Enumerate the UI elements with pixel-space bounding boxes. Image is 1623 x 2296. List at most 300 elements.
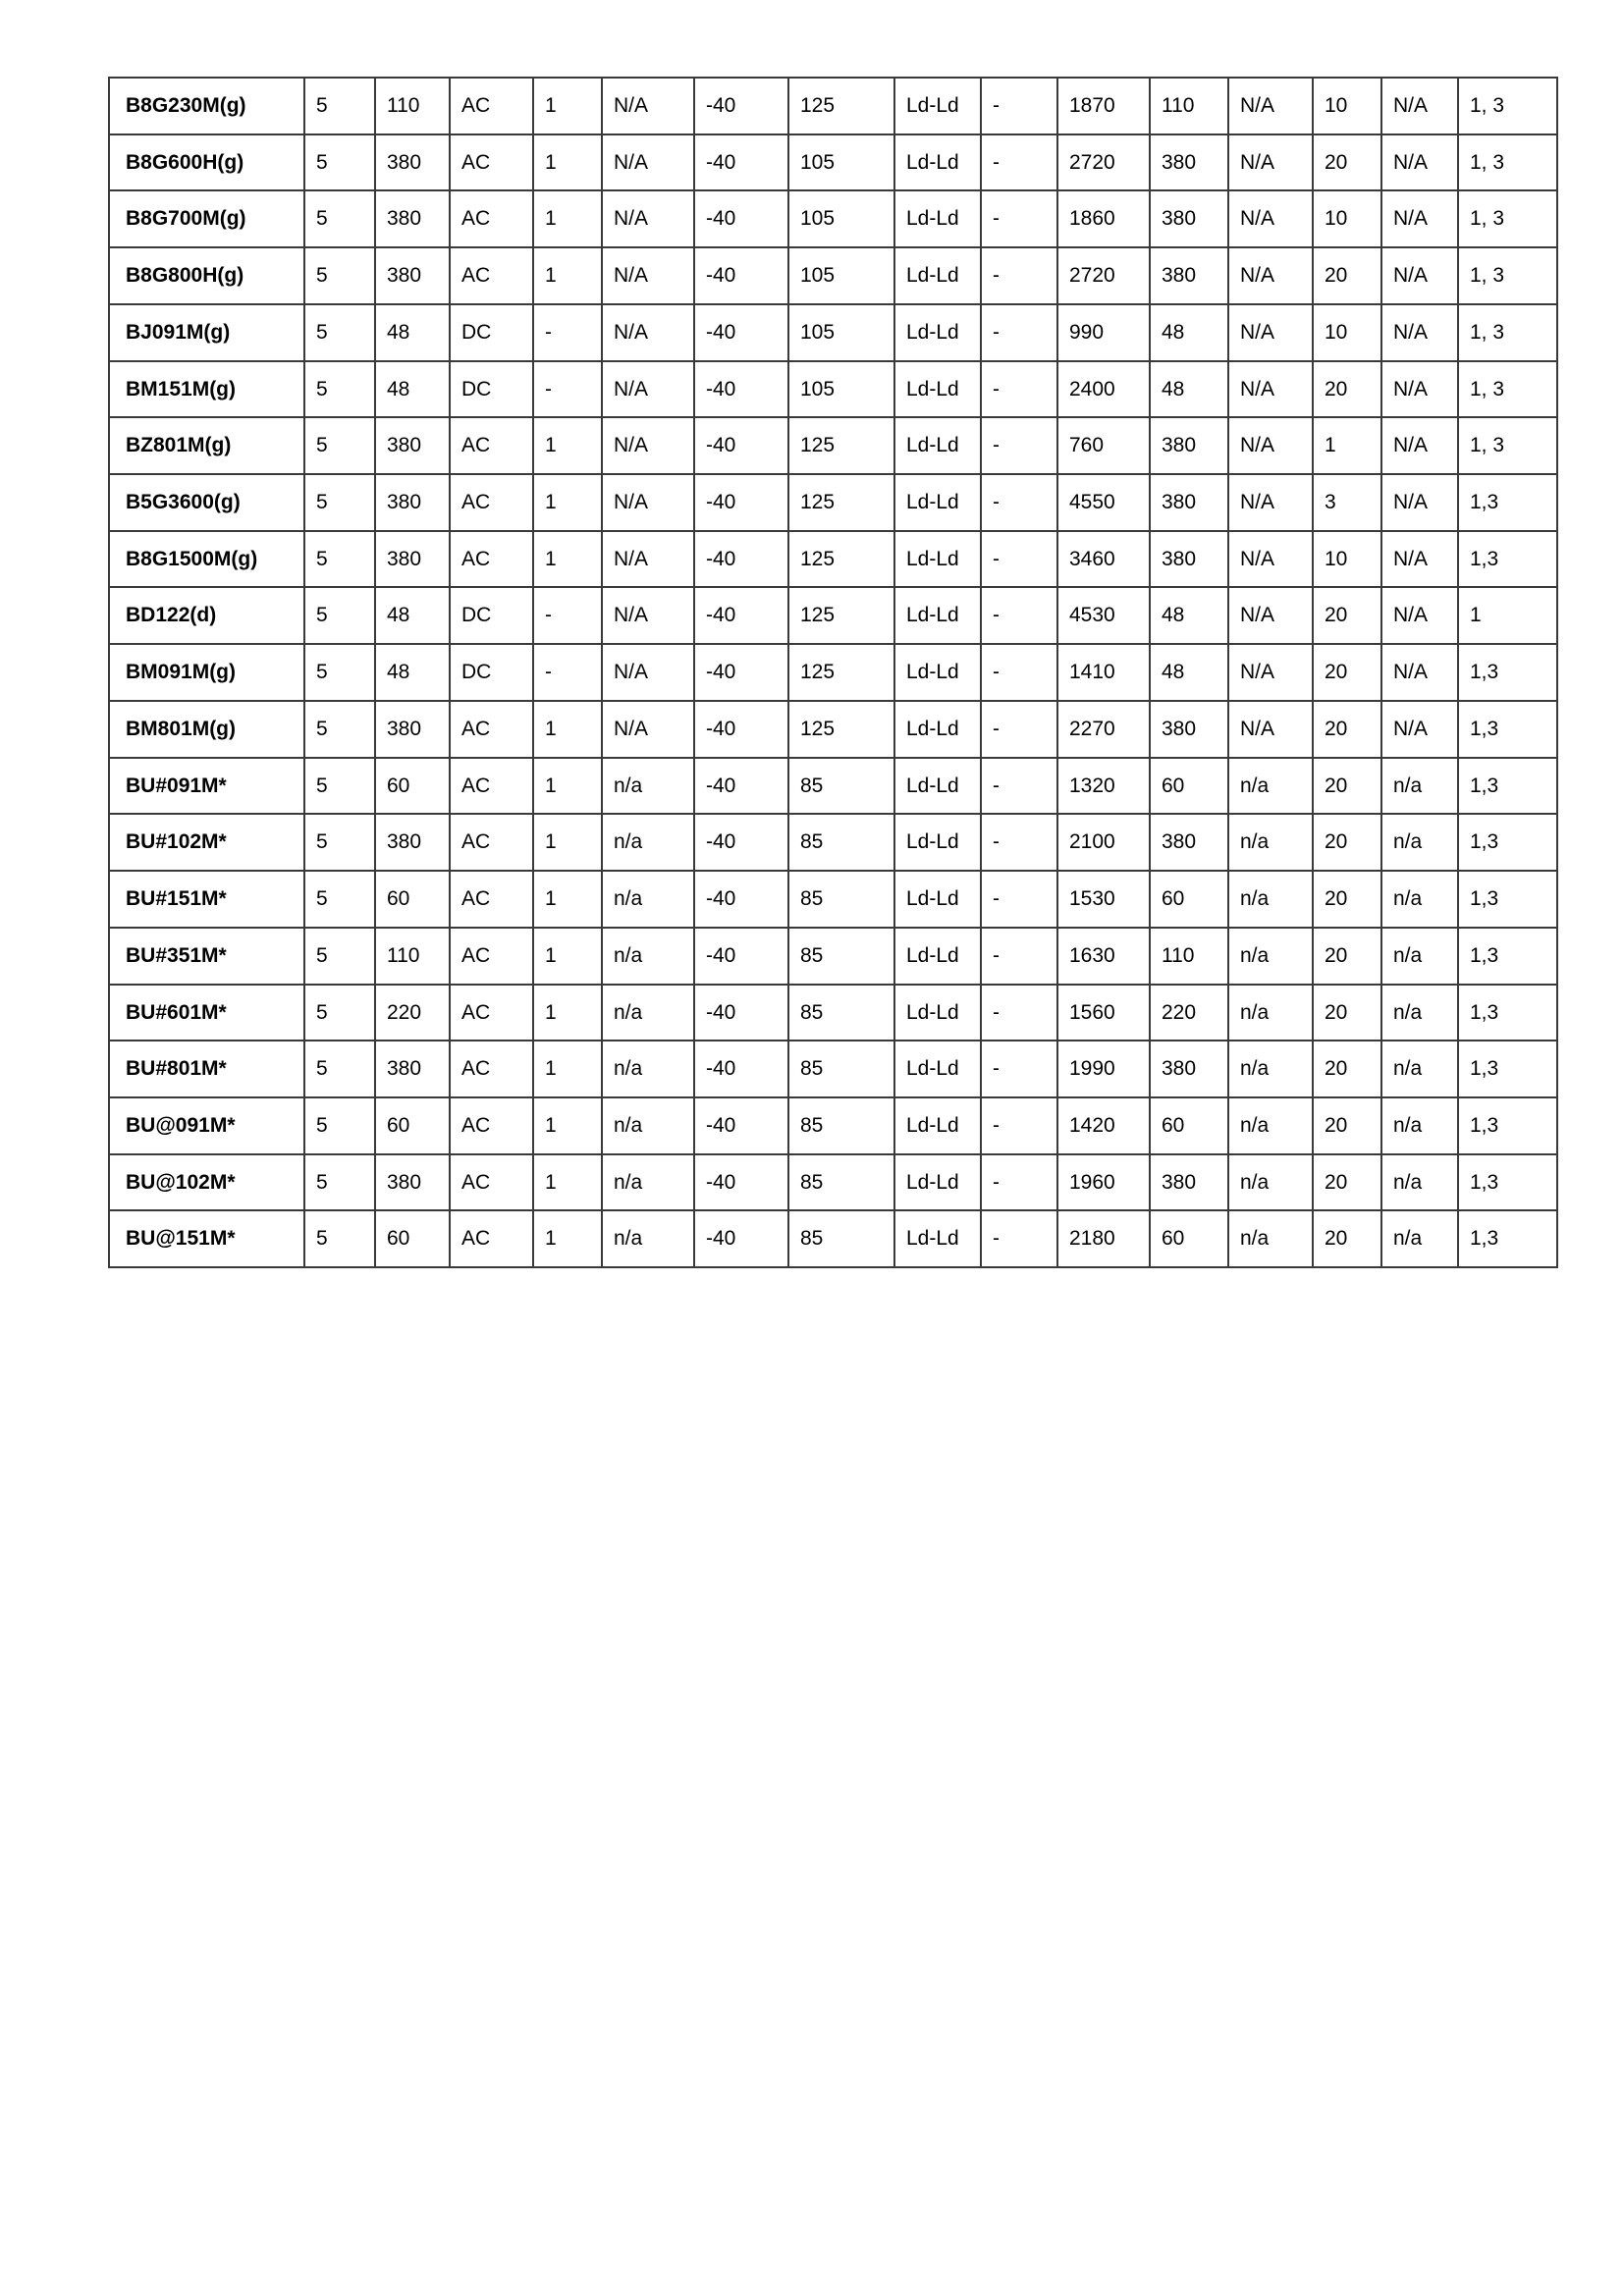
table-cell: - bbox=[533, 644, 602, 701]
table-cell: 85 bbox=[788, 1097, 894, 1154]
table-cell: -40 bbox=[694, 1097, 788, 1154]
table-cell: 48 bbox=[1150, 304, 1228, 361]
table-cell: 220 bbox=[375, 985, 450, 1041]
table-cell: AC bbox=[450, 1097, 533, 1154]
table-cell: 1870 bbox=[1057, 78, 1150, 134]
table-cell: N/A bbox=[1228, 78, 1313, 134]
table-cell: Ld-Ld bbox=[894, 758, 981, 815]
table-cell: N/A bbox=[602, 587, 694, 644]
table-cell: AC bbox=[450, 134, 533, 191]
table-cell: -40 bbox=[694, 474, 788, 531]
table-cell: 5 bbox=[304, 361, 375, 418]
table-cell: 48 bbox=[375, 304, 450, 361]
table-cell: -40 bbox=[694, 814, 788, 871]
table-cell: 1 bbox=[533, 134, 602, 191]
cell-model: B8G700M(g) bbox=[109, 190, 304, 247]
table-cell: 85 bbox=[788, 871, 894, 928]
table-cell: 85 bbox=[788, 985, 894, 1041]
table-cell: n/a bbox=[602, 1210, 694, 1267]
table-cell: 5 bbox=[304, 928, 375, 985]
table-cell: 48 bbox=[375, 361, 450, 418]
table-cell: AC bbox=[450, 474, 533, 531]
table-cell: 48 bbox=[1150, 587, 1228, 644]
table-row bbox=[109, 134, 1557, 191]
table-cell: AC bbox=[450, 1041, 533, 1097]
table-cell: - bbox=[981, 134, 1057, 191]
table-cell: n/a bbox=[1228, 814, 1313, 871]
table-cell: -40 bbox=[694, 985, 788, 1041]
table-cell: 220 bbox=[1150, 985, 1228, 1041]
table-cell: n/a bbox=[1381, 1210, 1458, 1267]
table-cell: 1560 bbox=[1057, 985, 1150, 1041]
table-cell: 380 bbox=[375, 701, 450, 758]
table-cell: 1, 3 bbox=[1458, 304, 1557, 361]
cell-model: BU#151M* bbox=[109, 871, 304, 928]
table-cell: 48 bbox=[1150, 361, 1228, 418]
table-cell: - bbox=[981, 1041, 1057, 1097]
table-cell: 4530 bbox=[1057, 587, 1150, 644]
table-cell: 1, 3 bbox=[1458, 190, 1557, 247]
table-cell: 20 bbox=[1313, 587, 1381, 644]
table-cell: n/a bbox=[602, 1097, 694, 1154]
table-cell: - bbox=[981, 587, 1057, 644]
table-cell: AC bbox=[450, 190, 533, 247]
table-cell: - bbox=[981, 644, 1057, 701]
table-cell: - bbox=[981, 361, 1057, 418]
table-cell: 125 bbox=[788, 531, 894, 588]
table-cell: 1 bbox=[533, 1097, 602, 1154]
cell-model: BU#091M* bbox=[109, 758, 304, 815]
table-cell: N/A bbox=[602, 701, 694, 758]
table-cell: Ld-Ld bbox=[894, 701, 981, 758]
table-cell: 380 bbox=[375, 814, 450, 871]
table-cell: 1 bbox=[533, 1041, 602, 1097]
table-cell: 1,3 bbox=[1458, 1097, 1557, 1154]
table-cell: -40 bbox=[694, 361, 788, 418]
table-cell: n/a bbox=[602, 1041, 694, 1097]
table-cell: N/A bbox=[1228, 474, 1313, 531]
table-cell: 10 bbox=[1313, 190, 1381, 247]
table-cell: N/A bbox=[1381, 361, 1458, 418]
cell-model: BM091M(g) bbox=[109, 644, 304, 701]
table-cell: 380 bbox=[1150, 417, 1228, 474]
table-cell: 60 bbox=[375, 1097, 450, 1154]
table-cell: - bbox=[981, 78, 1057, 134]
table-cell: 105 bbox=[788, 304, 894, 361]
table-cell: 1 bbox=[533, 928, 602, 985]
table-cell: 1,3 bbox=[1458, 531, 1557, 588]
table-cell: n/a bbox=[1381, 814, 1458, 871]
table-cell: AC bbox=[450, 78, 533, 134]
table-cell: Ld-Ld bbox=[894, 1041, 981, 1097]
table-cell: 1 bbox=[533, 1210, 602, 1267]
table-cell: 1 bbox=[533, 247, 602, 304]
table-cell: 20 bbox=[1313, 985, 1381, 1041]
table-cell: Ld-Ld bbox=[894, 190, 981, 247]
table-cell: N/A bbox=[1381, 417, 1458, 474]
table-cell: AC bbox=[450, 1210, 533, 1267]
table-row bbox=[109, 985, 1557, 1041]
table-cell: n/a bbox=[602, 1154, 694, 1211]
table-cell: 1,3 bbox=[1458, 1154, 1557, 1211]
table-cell: n/a bbox=[1381, 1097, 1458, 1154]
table-cell: Ld-Ld bbox=[894, 587, 981, 644]
table-cell: 60 bbox=[1150, 758, 1228, 815]
table-cell: n/a bbox=[1381, 1041, 1458, 1097]
table-cell: 1,3 bbox=[1458, 1041, 1557, 1097]
table-cell: 5 bbox=[304, 814, 375, 871]
table-cell: AC bbox=[450, 758, 533, 815]
table-cell: - bbox=[981, 1097, 1057, 1154]
table-cell: 1 bbox=[533, 474, 602, 531]
table-cell: 60 bbox=[375, 1210, 450, 1267]
table-cell: 105 bbox=[788, 134, 894, 191]
table-cell: 5 bbox=[304, 247, 375, 304]
table-cell: N/A bbox=[1381, 531, 1458, 588]
table-cell: N/A bbox=[1381, 247, 1458, 304]
table-cell: 125 bbox=[788, 587, 894, 644]
table-cell: 380 bbox=[1150, 474, 1228, 531]
table-cell: 125 bbox=[788, 701, 894, 758]
cell-model: BM801M(g) bbox=[109, 701, 304, 758]
table-cell: 5 bbox=[304, 758, 375, 815]
table-cell: 48 bbox=[1150, 644, 1228, 701]
table-cell: 1320 bbox=[1057, 758, 1150, 815]
table-cell: N/A bbox=[1228, 587, 1313, 644]
table-cell: 380 bbox=[375, 247, 450, 304]
table-row bbox=[109, 361, 1557, 418]
table-cell: 105 bbox=[788, 247, 894, 304]
table-cell: 2720 bbox=[1057, 247, 1150, 304]
table-cell: N/A bbox=[1381, 190, 1458, 247]
table-cell: 1,3 bbox=[1458, 871, 1557, 928]
table-cell: - bbox=[981, 928, 1057, 985]
table-cell: 380 bbox=[1150, 190, 1228, 247]
table-cell: AC bbox=[450, 871, 533, 928]
table-cell: N/A bbox=[602, 361, 694, 418]
table-row bbox=[109, 1154, 1557, 1211]
table-cell: n/a bbox=[602, 758, 694, 815]
table-cell: 1,3 bbox=[1458, 701, 1557, 758]
table-cell: 380 bbox=[375, 474, 450, 531]
table-cell: n/a bbox=[602, 985, 694, 1041]
table-cell: 1,3 bbox=[1458, 644, 1557, 701]
table-cell: -40 bbox=[694, 78, 788, 134]
table-cell: 3 bbox=[1313, 474, 1381, 531]
table-cell: 380 bbox=[1150, 531, 1228, 588]
table-cell: 1860 bbox=[1057, 190, 1150, 247]
table-cell: 380 bbox=[375, 134, 450, 191]
table-cell: 60 bbox=[375, 871, 450, 928]
table-cell: -40 bbox=[694, 701, 788, 758]
table-cell: AC bbox=[450, 247, 533, 304]
table-row bbox=[109, 1041, 1557, 1097]
table-cell: Ld-Ld bbox=[894, 78, 981, 134]
table-cell: 20 bbox=[1313, 1097, 1381, 1154]
table-cell: 1 bbox=[533, 190, 602, 247]
table-cell: Ld-Ld bbox=[894, 531, 981, 588]
table-cell: 125 bbox=[788, 474, 894, 531]
table-cell: - bbox=[981, 814, 1057, 871]
table-cell: 1, 3 bbox=[1458, 361, 1557, 418]
table-cell: Ld-Ld bbox=[894, 871, 981, 928]
table-cell: 125 bbox=[788, 417, 894, 474]
table-cell: 5 bbox=[304, 531, 375, 588]
table-cell: 1960 bbox=[1057, 1154, 1150, 1211]
table-cell: DC bbox=[450, 644, 533, 701]
cell-model: B8G230M(g) bbox=[109, 78, 304, 134]
table-cell: N/A bbox=[602, 247, 694, 304]
table-cell: 2720 bbox=[1057, 134, 1150, 191]
table-cell: 20 bbox=[1313, 1041, 1381, 1097]
table-cell: n/a bbox=[1228, 1041, 1313, 1097]
table-row bbox=[109, 417, 1557, 474]
table-cell: n/a bbox=[1381, 928, 1458, 985]
table-cell: 1 bbox=[1458, 587, 1557, 644]
table-cell: -40 bbox=[694, 304, 788, 361]
table-cell: 1 bbox=[533, 985, 602, 1041]
table-cell: 1420 bbox=[1057, 1097, 1150, 1154]
table-cell: n/a bbox=[1228, 871, 1313, 928]
specification-table bbox=[108, 77, 1558, 1268]
table-cell: 1 bbox=[533, 701, 602, 758]
table-row bbox=[109, 871, 1557, 928]
table-cell: -40 bbox=[694, 587, 788, 644]
table-row bbox=[109, 190, 1557, 247]
table-cell: AC bbox=[450, 985, 533, 1041]
table-cell: 85 bbox=[788, 1154, 894, 1211]
table-row bbox=[109, 474, 1557, 531]
cell-model: BD122(d) bbox=[109, 587, 304, 644]
table-cell: - bbox=[981, 247, 1057, 304]
table-cell: Ld-Ld bbox=[894, 247, 981, 304]
table-cell: 5 bbox=[304, 304, 375, 361]
table-cell: - bbox=[533, 587, 602, 644]
table-cell: 1 bbox=[1313, 417, 1381, 474]
table-cell: -40 bbox=[694, 417, 788, 474]
table-cell: 2270 bbox=[1057, 701, 1150, 758]
table-cell: N/A bbox=[602, 644, 694, 701]
table-cell: 1, 3 bbox=[1458, 247, 1557, 304]
table-cell: 1,3 bbox=[1458, 758, 1557, 815]
cell-model: BU@102M* bbox=[109, 1154, 304, 1211]
table-cell: 20 bbox=[1313, 928, 1381, 985]
table-cell: DC bbox=[450, 304, 533, 361]
table-cell: N/A bbox=[1228, 644, 1313, 701]
table-cell: n/a bbox=[602, 928, 694, 985]
table-cell: - bbox=[981, 1154, 1057, 1211]
cell-model: BU@151M* bbox=[109, 1210, 304, 1267]
table-cell: 5 bbox=[304, 1097, 375, 1154]
cell-model: BU@091M* bbox=[109, 1097, 304, 1154]
table-cell: 20 bbox=[1313, 1154, 1381, 1211]
table-cell: 85 bbox=[788, 928, 894, 985]
cell-model: BU#601M* bbox=[109, 985, 304, 1041]
table-cell: 2180 bbox=[1057, 1210, 1150, 1267]
table-cell: 1990 bbox=[1057, 1041, 1150, 1097]
table-cell: 1,3 bbox=[1458, 985, 1557, 1041]
table-cell: 380 bbox=[1150, 1154, 1228, 1211]
cell-model: B5G3600(g) bbox=[109, 474, 304, 531]
table-cell: - bbox=[981, 871, 1057, 928]
table-cell: 1, 3 bbox=[1458, 134, 1557, 191]
table-cell: 380 bbox=[1150, 247, 1228, 304]
table-row bbox=[109, 304, 1557, 361]
table-cell: n/a bbox=[1228, 1154, 1313, 1211]
table-cell: 85 bbox=[788, 1041, 894, 1097]
table-cell: 1 bbox=[533, 531, 602, 588]
table-cell: AC bbox=[450, 814, 533, 871]
table-cell: 20 bbox=[1313, 814, 1381, 871]
table-cell: N/A bbox=[1228, 417, 1313, 474]
table-cell: N/A bbox=[1381, 304, 1458, 361]
table-cell: n/a bbox=[1228, 928, 1313, 985]
table-cell: 5 bbox=[304, 417, 375, 474]
table-cell: Ld-Ld bbox=[894, 1154, 981, 1211]
table-cell: 20 bbox=[1313, 134, 1381, 191]
table-cell: - bbox=[981, 190, 1057, 247]
table-cell: -40 bbox=[694, 928, 788, 985]
table-cell: - bbox=[981, 985, 1057, 1041]
cell-model: B8G600H(g) bbox=[109, 134, 304, 191]
table-cell: 10 bbox=[1313, 78, 1381, 134]
table-cell: 85 bbox=[788, 1210, 894, 1267]
table-cell: N/A bbox=[602, 417, 694, 474]
table-cell: 10 bbox=[1313, 304, 1381, 361]
cell-model: BM151M(g) bbox=[109, 361, 304, 418]
table-row bbox=[109, 247, 1557, 304]
table-row bbox=[109, 928, 1557, 985]
table-row bbox=[109, 531, 1557, 588]
table-cell: 5 bbox=[304, 587, 375, 644]
table-row bbox=[109, 758, 1557, 815]
table-cell: N/A bbox=[1228, 361, 1313, 418]
table-cell: Ld-Ld bbox=[894, 1097, 981, 1154]
table-cell: 105 bbox=[788, 361, 894, 418]
table-cell: 20 bbox=[1313, 871, 1381, 928]
table-cell: AC bbox=[450, 417, 533, 474]
table-cell: Ld-Ld bbox=[894, 985, 981, 1041]
table-cell: -40 bbox=[694, 134, 788, 191]
table-cell: Ld-Ld bbox=[894, 814, 981, 871]
table-cell: 5 bbox=[304, 1041, 375, 1097]
table-cell: 5 bbox=[304, 644, 375, 701]
table-cell: 1 bbox=[533, 871, 602, 928]
table-cell: 48 bbox=[375, 644, 450, 701]
table-cell: -40 bbox=[694, 190, 788, 247]
table-cell: - bbox=[981, 474, 1057, 531]
table-cell: 60 bbox=[1150, 1097, 1228, 1154]
table-cell: N/A bbox=[602, 190, 694, 247]
table-cell: N/A bbox=[1228, 304, 1313, 361]
table-cell: n/a bbox=[1381, 758, 1458, 815]
table-cell: n/a bbox=[1228, 1210, 1313, 1267]
table-cell: - bbox=[981, 304, 1057, 361]
table-cell: 20 bbox=[1313, 758, 1381, 815]
table-cell: 1630 bbox=[1057, 928, 1150, 985]
table-cell: 380 bbox=[1150, 814, 1228, 871]
table-cell: 1,3 bbox=[1458, 1210, 1557, 1267]
table-cell: Ld-Ld bbox=[894, 1210, 981, 1267]
table-cell: -40 bbox=[694, 531, 788, 588]
table-cell: Ld-Ld bbox=[894, 417, 981, 474]
table-cell: 1 bbox=[533, 814, 602, 871]
table-cell: 760 bbox=[1057, 417, 1150, 474]
table-cell: 110 bbox=[1150, 928, 1228, 985]
cell-model: B8G1500M(g) bbox=[109, 531, 304, 588]
table-row bbox=[109, 587, 1557, 644]
table-cell: 5 bbox=[304, 474, 375, 531]
table-cell: 10 bbox=[1313, 531, 1381, 588]
table-cell: N/A bbox=[602, 78, 694, 134]
table-cell: - bbox=[981, 1210, 1057, 1267]
table-cell: 5 bbox=[304, 78, 375, 134]
table-cell: 1 bbox=[533, 78, 602, 134]
table-cell: N/A bbox=[1228, 701, 1313, 758]
table-cell: -40 bbox=[694, 1210, 788, 1267]
table-cell: 110 bbox=[1150, 78, 1228, 134]
table-cell: 5 bbox=[304, 1210, 375, 1267]
table-cell: N/A bbox=[1381, 644, 1458, 701]
table-cell: 1530 bbox=[1057, 871, 1150, 928]
table-cell: N/A bbox=[602, 304, 694, 361]
table-cell: 5 bbox=[304, 701, 375, 758]
table-cell: n/a bbox=[1381, 1154, 1458, 1211]
table-row bbox=[109, 1097, 1557, 1154]
table-cell: n/a bbox=[1381, 871, 1458, 928]
table-cell: 380 bbox=[375, 417, 450, 474]
table-cell: - bbox=[981, 758, 1057, 815]
table-cell: - bbox=[533, 304, 602, 361]
table-cell: 110 bbox=[375, 78, 450, 134]
table-cell: -40 bbox=[694, 1154, 788, 1211]
table-cell: AC bbox=[450, 531, 533, 588]
table-cell: DC bbox=[450, 361, 533, 418]
table-cell: 1 bbox=[533, 1154, 602, 1211]
table-cell: n/a bbox=[1228, 758, 1313, 815]
table-cell: 110 bbox=[375, 928, 450, 985]
table-cell: 3460 bbox=[1057, 531, 1150, 588]
table-cell: -40 bbox=[694, 758, 788, 815]
table-cell: 1,3 bbox=[1458, 928, 1557, 985]
table-cell: 60 bbox=[1150, 1210, 1228, 1267]
table-cell: N/A bbox=[1381, 134, 1458, 191]
table-cell: 5 bbox=[304, 134, 375, 191]
table-cell: 1 bbox=[533, 417, 602, 474]
table-cell: N/A bbox=[602, 134, 694, 191]
table-cell: 5 bbox=[304, 1154, 375, 1211]
table-cell: N/A bbox=[1228, 134, 1313, 191]
table-cell: 2100 bbox=[1057, 814, 1150, 871]
table-cell: AC bbox=[450, 1154, 533, 1211]
table-cell: Ld-Ld bbox=[894, 644, 981, 701]
table-row bbox=[109, 701, 1557, 758]
table-cell: N/A bbox=[1228, 247, 1313, 304]
cell-model: BZ801M(g) bbox=[109, 417, 304, 474]
table-cell: 2400 bbox=[1057, 361, 1150, 418]
table-cell: Ld-Ld bbox=[894, 928, 981, 985]
table-cell: 5 bbox=[304, 190, 375, 247]
cell-model: B8G800H(g) bbox=[109, 247, 304, 304]
table-cell: AC bbox=[450, 701, 533, 758]
table-cell: n/a bbox=[1228, 1097, 1313, 1154]
table-cell: N/A bbox=[1381, 78, 1458, 134]
cell-model: BJ091M(g) bbox=[109, 304, 304, 361]
table-cell: 60 bbox=[1150, 871, 1228, 928]
table-cell: - bbox=[981, 531, 1057, 588]
table-cell: n/a bbox=[602, 871, 694, 928]
table-cell: 1, 3 bbox=[1458, 417, 1557, 474]
